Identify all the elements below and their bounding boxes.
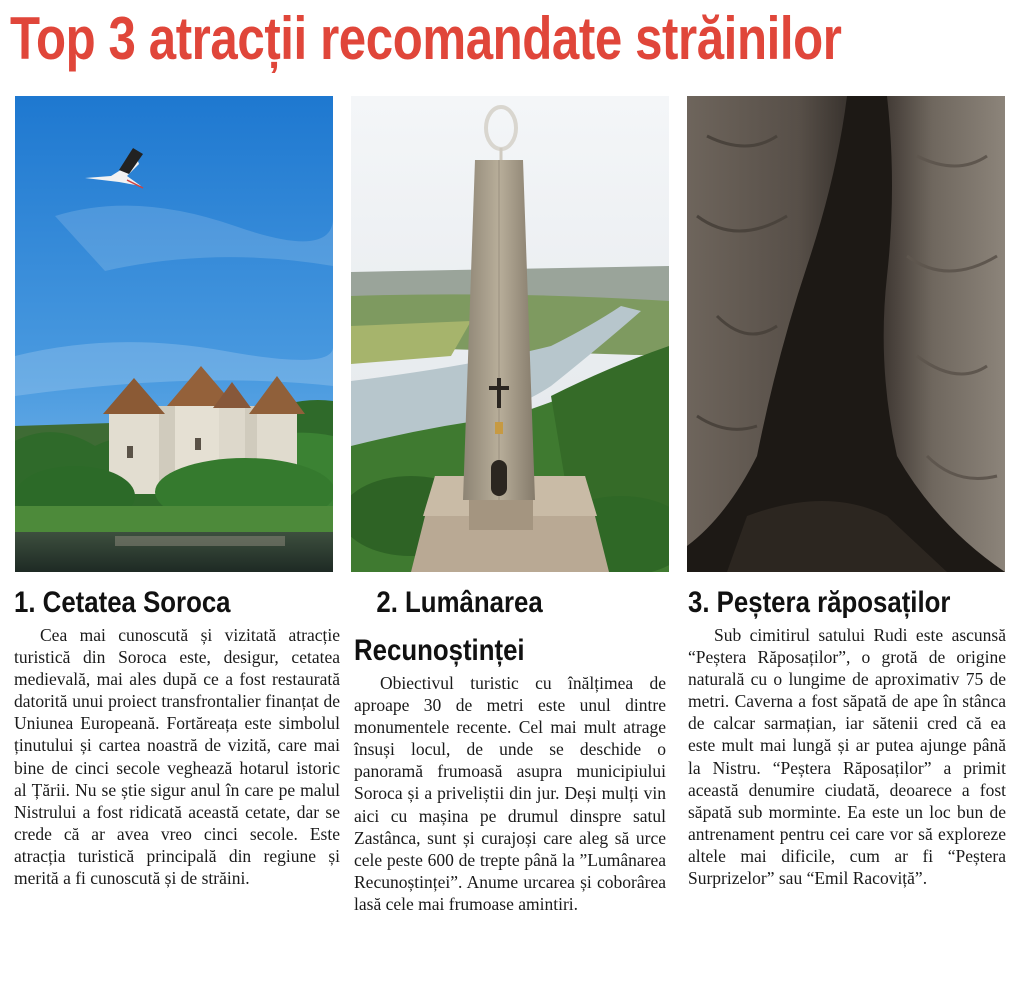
attraction-1-text: Cea mai cunoscută și vizitată atracție turistică din Soroca este, desigur, cetatea medievală, mai ales după ce a fost restaurată datorită unui proiect transfrontalier finanțat de Uniunea Europeană. Fortăreața este simbolul ținutului și cartea noastră de vizită, care mai bine de cinci secole veghează hotarul istoric al Țării. Nu se știe sigur anul în care pe malul Nistrului a fost ridicată această cetate, dar se crede că ar avea vreo cinci secole. Este atracția turistică principală din regiune și merită a fi cunoscută și de străini. — [14, 625, 340, 889]
soroca-fortress-photo — [15, 96, 333, 572]
attraction-3-text: Sub cimitirul satului Rudi este ascunsă “Peștera Răposaților”, o grotă de origine naturală cu o lungime de aproximativ 75 de metri. Caverna a fost săpată de ape în stânca de calcar sarmațian, iar sătenii cred că ea este mult mai lungă și ar putea ajunge până la Nistru. “Peștera Răposaților” a primit această denumire ciudată, deoarece a fost săpată sub morminte. Ea este un loc bun de antrenament pentru cei care vor să exploreze altele mai dificile, cum ar fi “Peștera Surprizelor” sau “Emil Racoviță”. — [688, 625, 1006, 889]
attraction-1 — [14, 582, 340, 889]
page-headline: Top 3 atracții recomandate străinilor — [10, 5, 842, 72]
attraction-2-title-line2: Recunoștinței — [354, 634, 525, 667]
attraction-2-text: Obiectivul turistic cu înălțimea de aproape 30 de metri este unul dintre monumentele recente. Cel mai mult atrage însuși locul, de unde se deschide o panoramă frumoasă asupra municipiului Soroca și a priveliștii din jur. Deși mulți vin aici cu mașina pe drumul dinspre satul Zastânca, sunt și curajoși care aleg să urce cele peste 600 de trepte până la ”Lumânarea Recunoștinței”. Anume urcarea și coborârea lasă cele mai frumoase amintiri. — [354, 673, 666, 914]
attraction-3 — [688, 582, 1006, 889]
cave-photo — [687, 96, 1005, 572]
candle-monument-photo — [351, 96, 669, 572]
attraction-3-title: 3. Peștera răposaților — [688, 586, 951, 619]
attraction-1-title: 1. Cetatea Soroca — [14, 586, 231, 619]
attraction-2 — [354, 582, 666, 915]
attraction-2-title-line1: 2. Lumânarea — [376, 586, 543, 619]
